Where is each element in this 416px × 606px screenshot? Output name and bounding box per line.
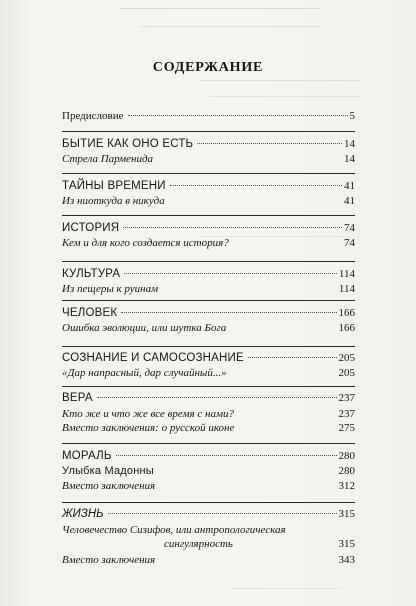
- toc-section-title: МОРАЛЬ: [62, 450, 112, 462]
- section-divider: [62, 346, 355, 347]
- dot-leader: [157, 158, 342, 159]
- section-divider: [62, 131, 355, 132]
- toc-subentry[interactable]: [62, 408, 355, 421]
- dot-leader: [162, 288, 337, 289]
- toc-subentry-line1[interactable]: Человечество Сизифов, или антропологическая: [62, 524, 286, 536]
- dot-leader: [121, 312, 336, 313]
- toc-entry-title: Предисловие: [62, 110, 124, 122]
- toc-page-number: 315: [338, 538, 355, 550]
- toc-section-title: БЫТИЕ КАК ОНО ЕСТЬ: [62, 138, 194, 150]
- section-divider: [62, 215, 355, 216]
- toc-section-title: ЧЕЛОВЕК: [62, 307, 118, 319]
- toc-page-number: 166: [338, 307, 355, 319]
- toc-section-title: ИСТОРИЯ: [62, 222, 120, 234]
- toc-entry-title: Стрела Парменида: [62, 153, 154, 165]
- toc-section-title: ВЕРА: [62, 392, 93, 404]
- page-title: СОДЕРЖАНИЕ: [152, 60, 264, 75]
- toc-entry-title: Кто же и что же все время с нами?: [62, 408, 235, 420]
- toc-page-number: 41: [344, 180, 355, 192]
- toc-entry-title: Ошибка эволюции, или шутка Бога: [62, 322, 227, 334]
- dot-leader: [159, 559, 336, 560]
- toc-subentry[interactable]: [62, 554, 355, 567]
- toc-entry-title: сингулярность: [164, 538, 233, 550]
- toc-entry-title: Вместо заключения: [62, 554, 156, 566]
- dot-leader: [108, 513, 337, 514]
- toc-subentry[interactable]: [62, 465, 355, 478]
- dot-leader: [124, 273, 337, 274]
- toc-page-number: 237: [338, 392, 355, 404]
- toc-section-history[interactable]: [62, 222, 355, 235]
- toc-entry-title: Из ниоткуда в никуда: [62, 195, 165, 207]
- toc-page-number: 237: [338, 408, 355, 420]
- toc-subentry[interactable]: [62, 195, 355, 208]
- dot-leader: [238, 413, 336, 414]
- dot-leader: [97, 397, 337, 398]
- dot-leader: [116, 455, 337, 456]
- toc-section-title: СОЗНАНИЕ И САМОСОЗНАНИЕ: [62, 352, 244, 364]
- toc-subentry[interactable]: [62, 367, 355, 380]
- dot-leader: [237, 543, 337, 544]
- toc-entry-title: Из пещеры к руинам: [62, 283, 159, 295]
- toc-section-consciousness[interactable]: [62, 352, 355, 365]
- toc-subentry[interactable]: [62, 283, 355, 296]
- section-divider: [62, 502, 355, 503]
- toc-subentry[interactable]: [62, 153, 355, 166]
- toc-entry-title: Улыбка Мадонны: [62, 465, 154, 477]
- toc-section-human[interactable]: [62, 307, 355, 320]
- toc-page-number: 275: [338, 422, 355, 434]
- section-divider: [62, 386, 355, 387]
- toc-section-morality[interactable]: [62, 450, 355, 463]
- toc-section-title: КУЛЬТУРА: [62, 268, 121, 280]
- toc-page-number: 74: [344, 222, 355, 234]
- dot-leader: [158, 470, 337, 471]
- toc-page-number: 74: [344, 237, 355, 249]
- toc-page-number: 114: [338, 268, 355, 280]
- toc-section-culture[interactable]: [62, 268, 355, 281]
- toc-page-number: 205: [338, 367, 355, 379]
- toc-page-number: 14: [344, 153, 355, 165]
- toc-entry-title: Кем и для кого создается история?: [62, 237, 229, 249]
- toc-subentry[interactable]: [62, 480, 355, 493]
- dot-leader: [169, 200, 342, 201]
- section-divider: [62, 300, 355, 301]
- section-divider: [62, 261, 355, 262]
- dot-leader: [128, 115, 348, 116]
- toc-entry-title: «Дар напрасный, дар случайный...»: [62, 367, 227, 379]
- toc-page-number: 41: [344, 195, 355, 207]
- toc-page-number: 5: [349, 110, 355, 122]
- toc-subentry[interactable]: [62, 322, 355, 335]
- toc-page-number: 315: [338, 508, 355, 520]
- toc-section-being[interactable]: [62, 138, 355, 151]
- dot-leader: [231, 372, 337, 373]
- toc-page-number: 343: [338, 554, 355, 566]
- dot-leader: [238, 427, 336, 428]
- dot-leader: [233, 242, 342, 243]
- dot-leader: [159, 485, 336, 486]
- section-divider: [62, 173, 355, 174]
- toc-page-number: 166: [338, 322, 355, 334]
- section-divider: [62, 443, 355, 444]
- toc-page-number: 14: [344, 138, 355, 150]
- toc-section-life[interactable]: [62, 508, 355, 521]
- dot-leader: [123, 227, 342, 228]
- toc-page-number: 280: [338, 465, 355, 477]
- toc-section-title: ТАЙНЫ ВРЕМЕНИ: [62, 180, 166, 192]
- toc-subentry[interactable]: [62, 538, 355, 551]
- toc-subentry[interactable]: [62, 422, 355, 435]
- toc-row-preface[interactable]: [62, 110, 355, 123]
- dot-leader: [230, 327, 336, 328]
- toc-page-number: 114: [338, 283, 355, 295]
- dot-leader: [170, 185, 342, 186]
- dot-leader: [248, 357, 337, 358]
- toc-entry-title: Вместо заключения: о русской иконе: [62, 422, 235, 434]
- toc-section-faith[interactable]: [62, 392, 355, 405]
- toc-page-number: 312: [338, 480, 355, 492]
- toc-page-number: 280: [338, 450, 355, 462]
- dot-leader: [197, 143, 342, 144]
- toc-page-number: 205: [338, 352, 355, 364]
- toc-subentry[interactable]: [62, 237, 355, 250]
- toc-entry-title: Вместо заключения: [62, 480, 156, 492]
- toc-section-title: ЖИЗНЬ: [62, 508, 104, 520]
- toc-section-time[interactable]: [62, 180, 355, 193]
